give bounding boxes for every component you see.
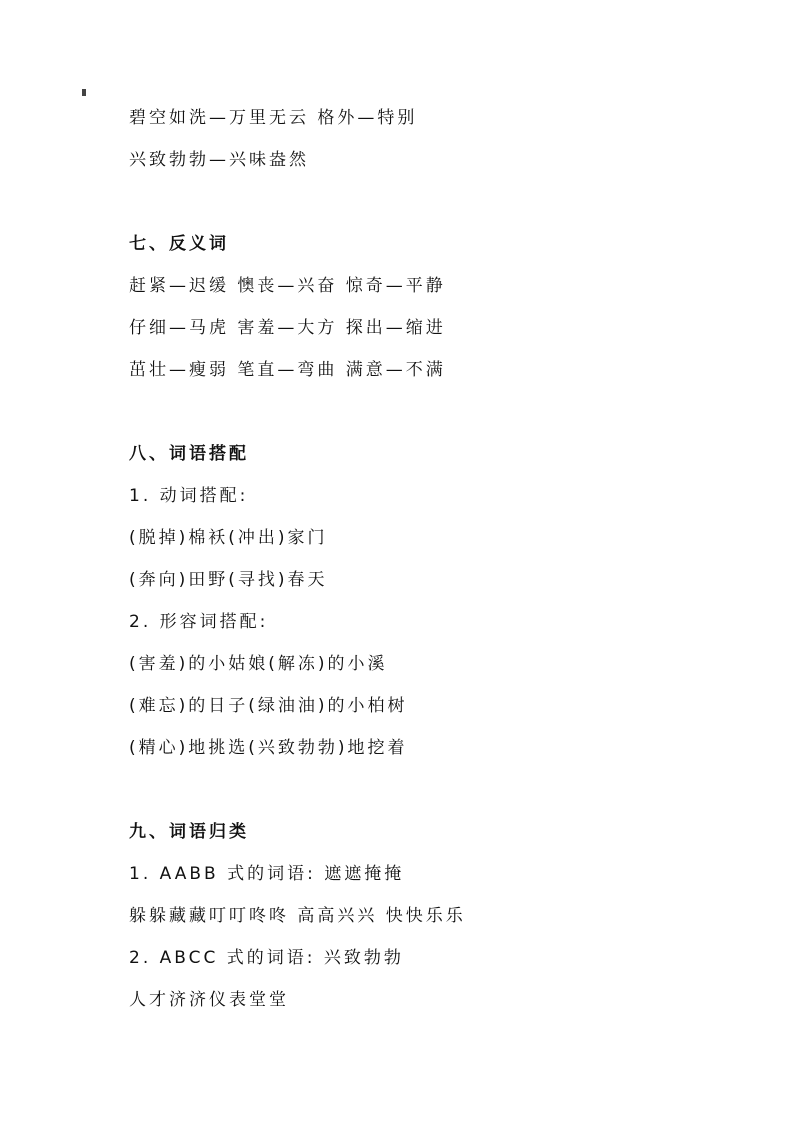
section-heading-antonyms: 七、反义词 [129,234,229,254]
antonym-line-1: 赶紧—迟缓 懊丧—兴奋 惊奇—平静 [129,276,446,296]
antonym-line-2: 仔细—马虎 害羞—大方 探出—缩进 [129,318,446,338]
abcc-label: 2. ABCC 式的词语: 兴致勃勃 [129,948,404,968]
verb-collocation-line-1: (脱掉)棉袄(冲出)家门 [129,528,328,548]
adjective-collocation-line-1: (害羞)的小姑娘(解冻)的小溪 [129,654,388,674]
adjective-collocation-line-3: (精心)地挑选(兴致勃勃)地挖着 [129,738,408,758]
section-heading-classification: 九、词语归类 [129,822,249,842]
verb-collocation-line-2: (奔向)田野(寻找)春天 [129,570,328,590]
verb-collocation-label: 1. 动词搭配: [129,486,249,506]
aabb-label: 1. AABB 式的词语: 遮遮掩掩 [129,864,405,884]
adjective-collocation-line-2: (难忘)的日子(绿油油)的小柏树 [129,696,408,716]
section-heading-collocation: 八、词语搭配 [129,444,249,464]
page-edge-mark [82,89,86,96]
adjective-collocation-label: 2. 形容词搭配: [129,612,269,632]
synonym-line-1: 碧空如洗—万里无云 格外—特别 [129,108,418,128]
abcc-words: 人才济济仪表堂堂 [129,990,289,1010]
synonym-line-2: 兴致勃勃—兴味盎然 [129,150,309,170]
antonym-line-3: 茁壮—瘦弱 笔直—弯曲 满意—不满 [129,360,446,380]
aabb-words: 躲躲藏藏叮叮咚咚 高高兴兴 快快乐乐 [129,906,466,926]
